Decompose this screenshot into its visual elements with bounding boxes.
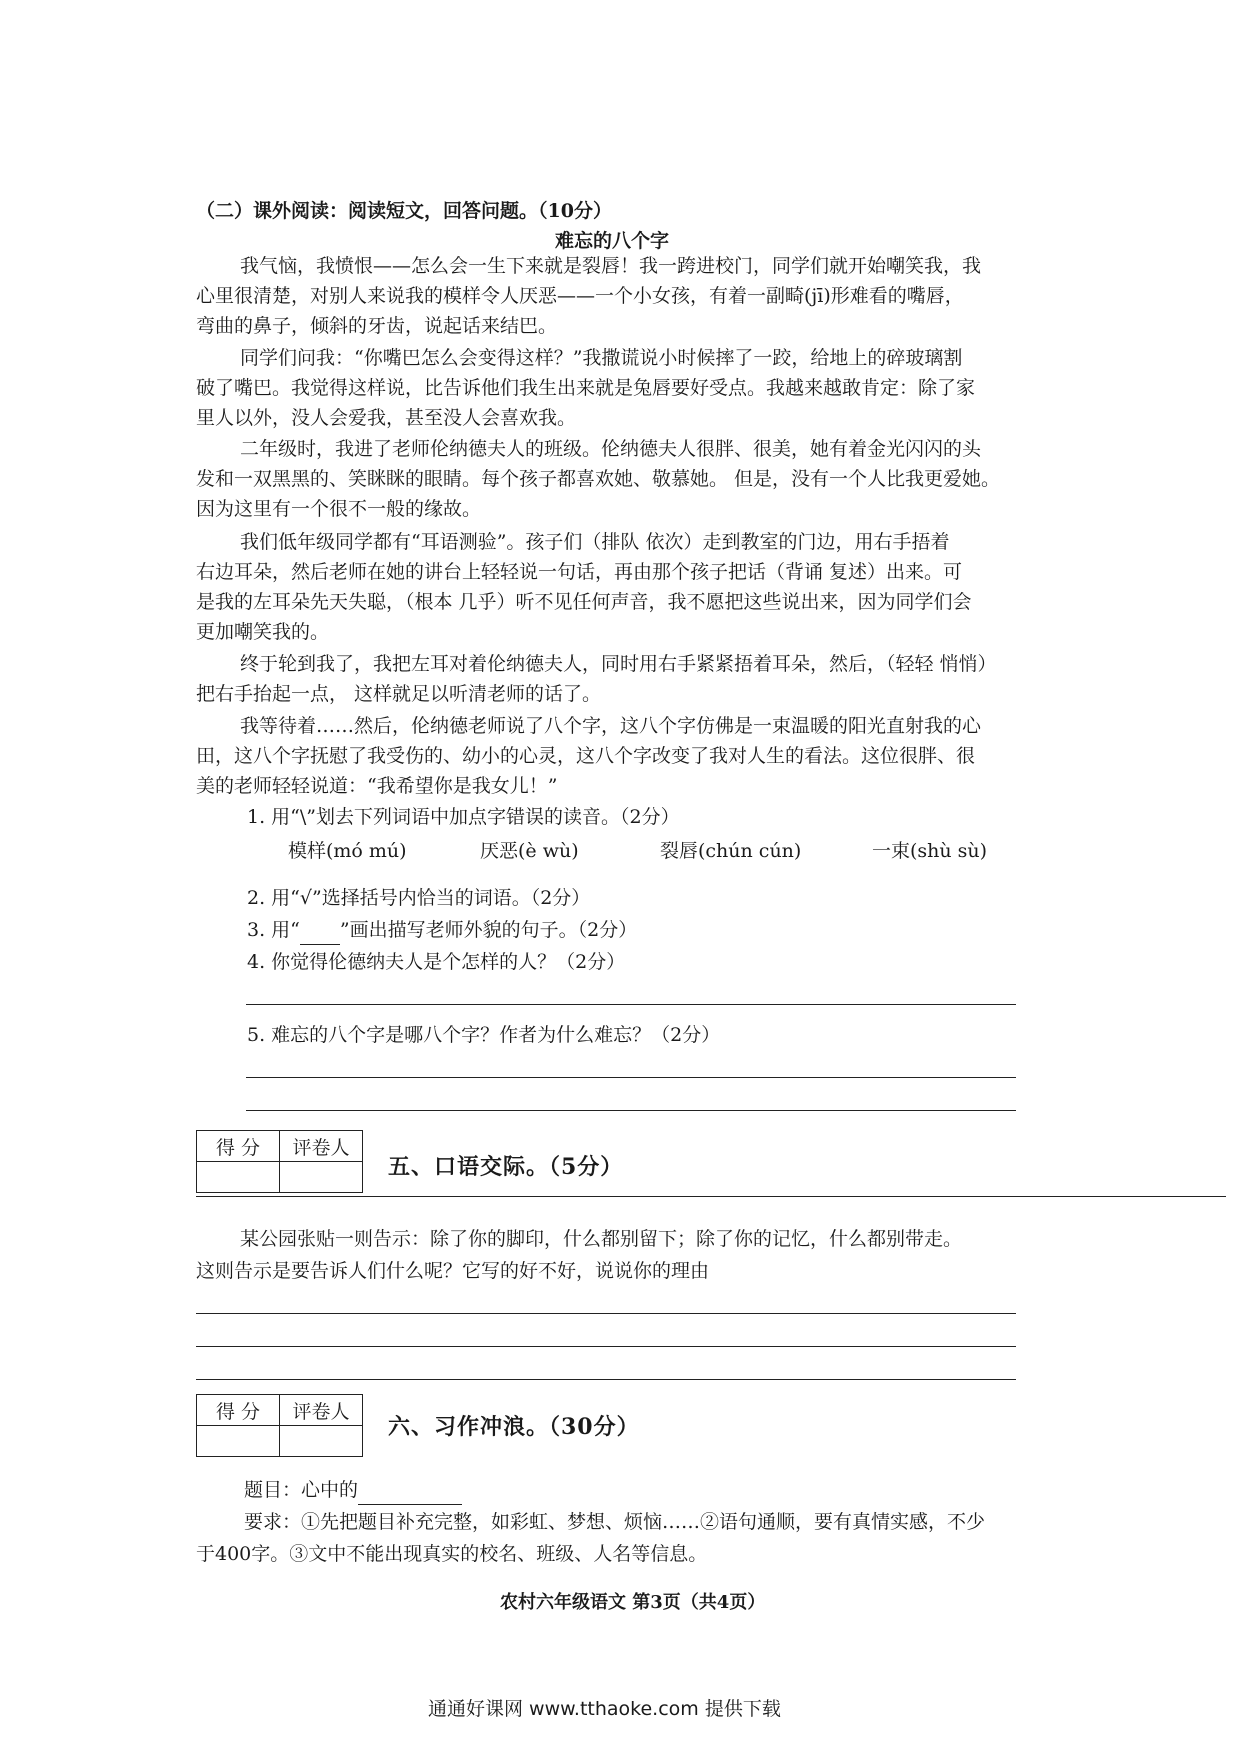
q3-text-post: ”画出描写老师外貌的句子。（2分）	[339, 919, 638, 941]
passage-line: 终于轮到我了，我把左耳对着伦纳德夫人，同时用右手紧紧捂着耳朵，然后，（轻轻 悄悄）	[240, 653, 997, 675]
passage-line: 把右手抬起一点， 这样就足以听清老师的话了。	[196, 683, 602, 705]
section-5-text: 某公园张贴一则告示：除了你的脚印，什么都别留下；除了你的记忆，什么都别带走。	[240, 1228, 963, 1250]
q3-underline-sample	[300, 928, 340, 945]
question-1: 1. 用“\”划去下列词语中加点字错误的读音。（2分）	[247, 806, 680, 828]
q1-word: 模样(mó mú)	[288, 840, 407, 862]
passage-line: 我们低年级同学都有“耳语测验”。孩子们（排队 依次）走到教室的门边，用右手捂着	[240, 531, 950, 553]
passage-line: 是我的左耳朵先天失聪，（根本 几乎）听不见任何声音，我不愿把这些说出来，因为同学们会	[196, 591, 972, 613]
score-cell[interactable]	[197, 1162, 280, 1193]
q3-text-pre: 3. 用“	[247, 919, 300, 941]
answer-line-q5[interactable]	[246, 1110, 1016, 1111]
q1-word: 厌恶(è wù)	[480, 840, 579, 862]
passage-line: 破了嘴巴。我觉得这样说，比告诉他们我生出来就是兔唇要好受点。我越来越敢肯定：除了家	[196, 377, 976, 399]
passage-title: 难忘的八个字	[555, 230, 670, 252]
q1-word: 裂唇(chún cún)	[660, 840, 802, 862]
score-box	[196, 1130, 363, 1193]
question-5: 5. 难忘的八个字是哪八个字？作者为什么难忘？（2分）	[247, 1024, 721, 1046]
essay-requirements: 要求：①先把题目补充完整，如彩虹、梦想、烦恼……②语句通顺，要有真情实感，不少	[244, 1511, 986, 1533]
answer-line-section5[interactable]	[196, 1313, 1016, 1314]
section-6-title: 六、习作冲浪。（30分）	[388, 1414, 640, 1440]
answer-line-q4[interactable]	[246, 1004, 1016, 1005]
answer-line-section5[interactable]	[196, 1379, 1016, 1380]
passage-line: 弯曲的鼻子，倾斜的牙齿，说起话来结巴。	[196, 315, 558, 337]
question-2: 2. 用“√”选择括号内恰当的词语。（2分）	[247, 887, 591, 909]
grader-cell[interactable]	[280, 1426, 363, 1457]
watermark-text: 通通好课网 www.tthaoke.com 提供下载	[428, 1698, 781, 1720]
passage-line: 更加嘲笑我的。	[196, 621, 330, 643]
passage-line: 美的老师轻轻说道：“我希望你是我女儿！”	[196, 775, 558, 797]
essay-topic-label: 题目：心中的	[244, 1479, 359, 1501]
essay-requirements: 于400字。③文中不能出现真实的校名、班级、人名等信息。	[196, 1543, 708, 1565]
passage-line: 我气恼，我愤恨——怎么会一生下来就是裂唇！我一跨进校门，同学们就开始嘲笑我，我	[240, 255, 982, 277]
reading-heading: （二）课外阅读：阅读短文，回答问题。（10分）	[196, 200, 612, 222]
passage-line: 二年级时，我进了老师伦纳德夫人的班级。伦纳德夫人很胖、很美，她有着金光闪闪的头	[240, 438, 982, 460]
answer-line-q5[interactable]	[246, 1077, 1016, 1078]
answer-line-section5[interactable]	[196, 1346, 1016, 1347]
section-5-title: 五、口语交际。（5分）	[388, 1154, 624, 1180]
passage-line: 田，这八个字抚慰了我受伤的、幼小的心灵，这八个字改变了我对人生的看法。这位很胖、很	[196, 745, 976, 767]
passage-line: 心里很清楚，对别人来说我的模样令人厌恶——一个小女孩，有着一副畸(jī)形难看的嘴唇，	[196, 285, 964, 307]
score-box	[196, 1394, 363, 1457]
q1-word: 一束(shù sù)	[872, 840, 988, 862]
score-label: 得 分	[197, 1131, 280, 1162]
grader-cell[interactable]	[280, 1162, 363, 1193]
essay-topic	[244, 1475, 462, 1505]
question-3	[247, 915, 637, 945]
question-4: 4. 你觉得伦德纳夫人是个怎样的人？（2分）	[247, 951, 626, 973]
passage-line: 右边耳朵，然后老师在她的讲台上轻轻说一句话，再由那个孩子把话（背诵 复述）出来。可	[196, 561, 963, 583]
section-5-text: 这则告示是要告诉人们什么呢？它写的好不好，说说你的理由	[196, 1260, 710, 1282]
passage-line: 同学们问我：“你嘴巴怎么会变得这样？”我撒谎说小时候摔了一跤，给地上的碎玻璃割	[240, 347, 963, 369]
passage-line: 里人以外，没人会爱我，甚至没人会喜欢我。	[196, 407, 577, 429]
section-divider	[196, 1196, 1226, 1197]
passage-line: 因为这里有一个很不一般的缘故。	[196, 498, 482, 520]
essay-topic-blank[interactable]	[358, 1484, 462, 1505]
passage-line: 我等待着……然后，伦纳德老师说了八个字，这八个字仿佛是一束温暖的阳光直射我的心	[240, 715, 982, 737]
passage-line: 发和一双黑黑的、笑眯眯的眼睛。每个孩子都喜欢她、敬慕她。 但是，没有一个人比我更爱她。	[196, 468, 1001, 490]
page-footer: 农村六年级语文 第3页（共4页）	[500, 1592, 766, 1613]
grader-label: 评卷人	[280, 1131, 363, 1162]
score-cell[interactable]	[197, 1426, 280, 1457]
grader-label: 评卷人	[280, 1395, 363, 1426]
score-label: 得 分	[197, 1395, 280, 1426]
